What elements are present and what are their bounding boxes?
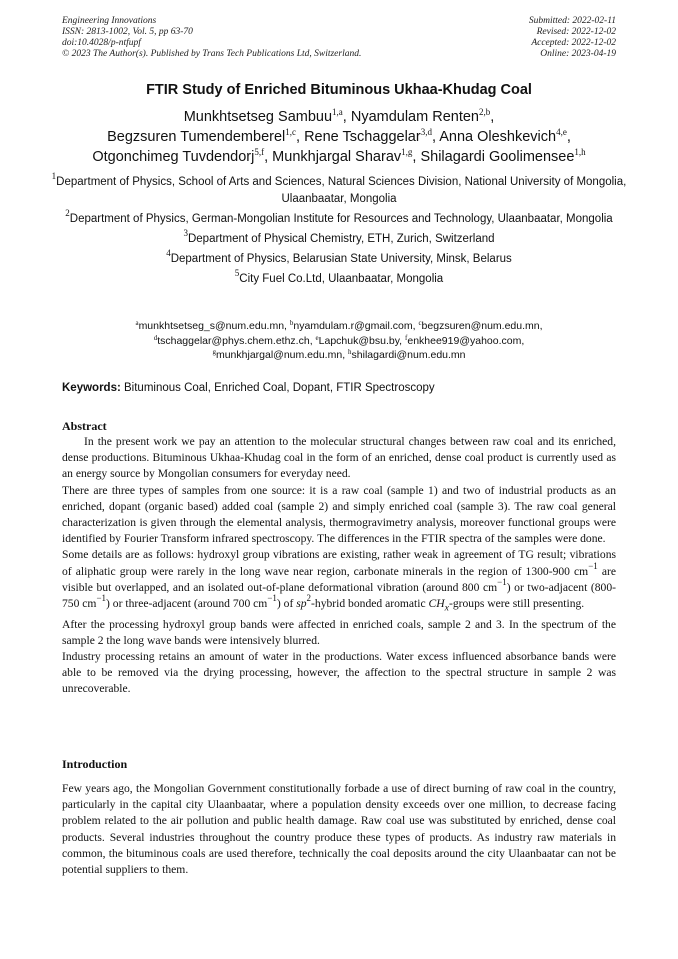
- email-link[interactable]: shilagardi@num.edu.mn: [351, 349, 466, 361]
- author-name: Begzsuren Tumendemberel: [107, 129, 286, 145]
- revised-date: Revised: 2022-12-02: [536, 27, 616, 37]
- introduction-body: [62, 781, 616, 878]
- email-link[interactable]: nyamdulam.r@gmail.com: [293, 320, 413, 332]
- abstract-heading: Abstract: [62, 419, 107, 433]
- email-line-1: $^a$munkhtsetseg_s@num.edu.mn, $^b$nyamdulam.r@gmail.com, $^c$begzsuren@num.edu.mn,: [135, 319, 543, 332]
- publication-dates: [529, 16, 616, 60]
- doi: doi:10.4028/p-ntfupf: [62, 38, 141, 48]
- email-link[interactable]: tschaggelar@phys.chem.ethz.ch: [157, 334, 310, 347]
- email-list: [40, 319, 638, 363]
- author-affiliation-mark: 1,h: [574, 147, 586, 157]
- author-affiliation-mark: 3,d: [420, 127, 432, 137]
- keywords: [62, 382, 616, 394]
- author-name: Munkhtsetseg Sambuu: [183, 109, 333, 125]
- abstract-paragraph: After the processing hydroxyl group bands were affected in enriched coals, sample 2 and 3. In the spectrum of the sample 2 the long wave bands were intensively blurred.: [62, 617, 616, 647]
- page-header: [62, 16, 616, 60]
- author-name: Nyamdulam Renten: [350, 109, 479, 125]
- abstract-paragraph: Some details are as follows: hydroxyl group vibrations are existing, rather weak in agreement of TG result; vibrations of aliphatic group were rarely in the long wave near region, carbonate minerals in the region of 1300-900 $cm^{-1}$ are visible but overlapped, and an isolated out-of-plane deformational vibration (around 800 $cm^{-1}$) or two-adjacent (800-750 $cm^{-1}$) or three-adjacent (around 700 $cm^{-1}$) of $sp^2$-hybrid bonded aromatic $CH_x$-groups were still presenting.: [62, 548, 617, 614]
- author-affiliation-mark: 1,g: [401, 147, 413, 157]
- journal-name: Engineering Innovations: [62, 16, 157, 26]
- online-date: Online: 2023-04-19: [540, 49, 616, 59]
- affiliation-item: $^1$Department of Physics, School of Arts and Sciences, Natural Sciences Division, National University of Mongolia, Ulaanbaatar, Mongolia: [51, 171, 627, 205]
- author-name: Rene Tschaggelar: [304, 129, 421, 145]
- affiliation-item: $^5$City Fuel Co.Ltd, Ulaanbaatar, Mongolia: [234, 268, 444, 285]
- introduction-heading: Introduction: [62, 757, 128, 771]
- submitted-date: Submitted: 2022-02-11: [528, 16, 616, 26]
- affiliation-item: $^3$Department of Physical Chemistry, ETH, Zurich, Switzerland: [183, 228, 495, 245]
- keywords-text: Bituminous Coal, Enriched Coal, Dopant, FTIR Spectroscopy: [124, 382, 435, 394]
- email-link[interactable]: Lapchuk@bsu.by: [318, 334, 400, 347]
- copyright: © 2023 The Author(s). Published by Trans Tech Publications Ltd, Switzerland.: [62, 49, 362, 59]
- author-list: [40, 107, 638, 167]
- affiliation-list: [40, 171, 638, 291]
- accepted-date: Accepted: 2022-12-02: [531, 38, 616, 48]
- abstract-paragraph: Industry processing retains an amount of water in the productions. Water excess influenced absorbance bands were able to be removed via the drying processing, however, the affection to the spectral structure in sample 2 was unrecoverable.: [62, 649, 616, 696]
- author-name: Shilagardi Goolimensee: [420, 149, 575, 165]
- email-link[interactable]: munkhtsetseg_s@num.edu.mn: [138, 320, 285, 332]
- author-affiliation-mark: 5,f: [254, 147, 265, 157]
- issn: ISSN: 2813-1002, Vol. 5, pp 63-70: [62, 27, 193, 37]
- author-line-3: Otgonchimeg Tuvdendorj$^{5,f}$, Munkhjargal Sharav$^{1,g}$, Shilagardi Goolimensee$^{1,h}$: [92, 147, 586, 165]
- email-link[interactable]: enkhee919@yahoo.com: [407, 334, 522, 347]
- author-affiliation-mark: 4,e: [556, 127, 567, 137]
- email-line-3: $^g$munkhjargal@num.edu.mn, $^h$shilagardi@num.edu.mn: [212, 348, 466, 361]
- abstract-paragraph: There are three types of samples from one source: it is a raw coal (sample 1) and two of industrial products as an enriched, dopant (organic based) added coal (sample 2) and simply enriched coal (sample 3). The raw coal general characterization is given through the elemental analysis, thermogravimetry analysis, moreover functional groups were identified by Fourier Transform infrared spectroscopy. The differences in the FTIR spectra of the samples were done.: [62, 483, 616, 546]
- author-line-1: Munkhtsetseg Sambuu$^{1,a}$, Nyamdulam Renten$^{2,b}$,: [183, 107, 495, 125]
- abstract-paragraph: In the present work we pay an attention to the molecular structural changes between raw coal and its enriched, dense productions. Bituminous Ukhaa-Khudag coal in the form of an enriched, dense coal product is currently used as an energy source by Mongolian consumers for everyday need.: [62, 435, 616, 481]
- email-line-2: $^d$tschaggelar@phys.chem.ethz.ch, $^e$Lapchuk@bsu.by, $^f$enkhee919@yahoo.com,: [153, 333, 525, 347]
- author-line-2: Begzsuren Tumendemberel$^{1,c}$, Rene Tschaggelar$^{3,d}$, Anna Oleshkevich$^{4,e}$,: [107, 127, 571, 145]
- email-link[interactable]: munkhjargal@num.edu.mn: [215, 349, 343, 361]
- author-affiliation-mark: 2,b: [479, 107, 491, 117]
- email-link[interactable]: begzsuren@num.edu.mn: [421, 320, 540, 332]
- author-name: Otgonchimeg Tuvdendorj: [92, 149, 255, 165]
- keywords-label: Keywords:: [62, 382, 121, 394]
- introduction-paragraph: Few years ago, the Mongolian Government constitutionally forbade a use of direct burning of raw coal in the country, particularly in the capital city Ulaanbaatar, where a population density exceeds over one million, to decrease facing problem related to the air pollution and public health damage. Raw coal use was substituted by enriched, dense coal products. Several industries throughout the country produce these types of products. As industry raw materials in common, the bituminous coals are used therefore, technically the coal deposits around the city Ulaanbaatar can not be potential suppliers to them.: [62, 782, 616, 877]
- author-affiliation-mark: 1,a: [332, 107, 343, 117]
- affiliation-item: $^2$Department of Physics, German-Mongolian Institute for Resources and Technology, Ulaanbaatar, Mongolia: [65, 208, 613, 225]
- affiliation-item: $^4$Department of Physics, Belarusian State University, Minsk, Belarus: [166, 248, 512, 265]
- abstract-body: [62, 434, 616, 698]
- paper-title: FTIR Study of Enriched Bituminous Ukhaa-Khudag Coal: [146, 82, 532, 98]
- author-name: Anna Oleshkevich: [439, 129, 557, 145]
- journal-info: [62, 16, 361, 60]
- author-affiliation-mark: 1,c: [285, 127, 297, 137]
- author-name: Munkhjargal Sharav: [272, 149, 402, 165]
